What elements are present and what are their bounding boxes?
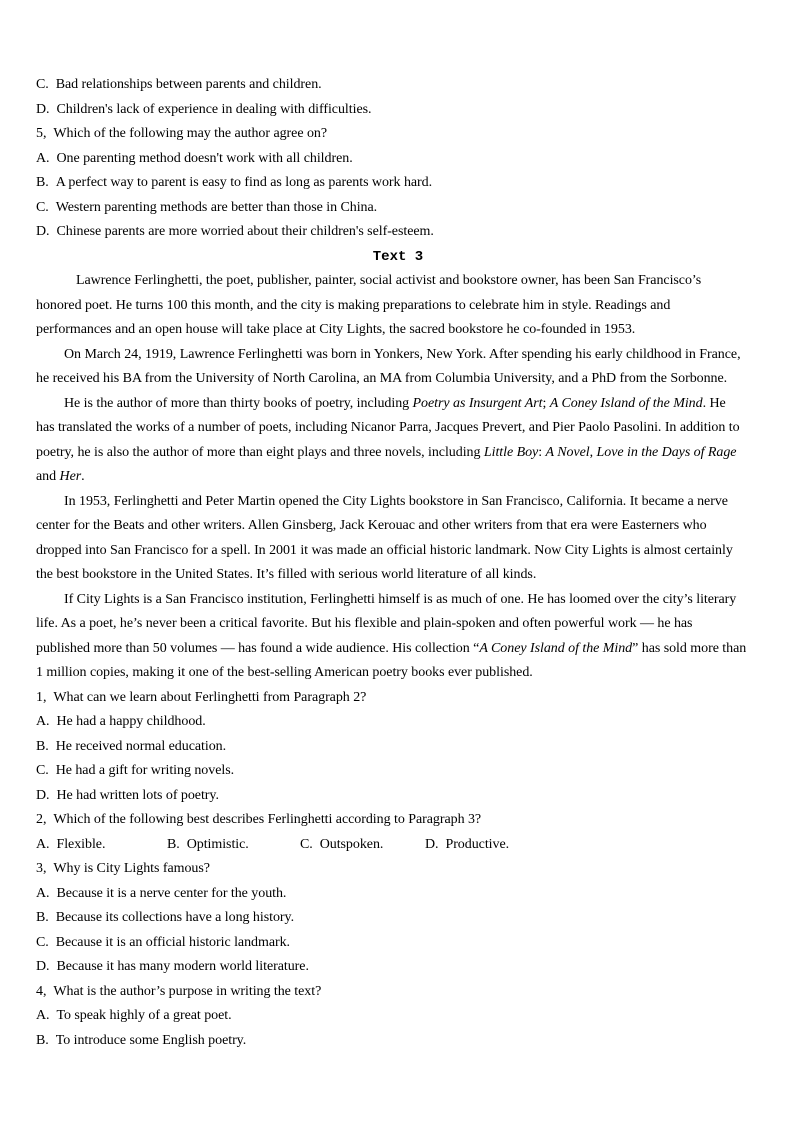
question-1-option-c: C. He had a gift for writing novels. — [36, 763, 235, 778]
passage-line: If City Lights is a San Francisco institution, Ferlinghetti himself is as much of one. He has loomed over the city’s literary — [64, 591, 737, 607]
question-2 — [36, 808, 760, 857]
passage-paragraph — [36, 392, 760, 490]
prev-option-c: C. Bad relationships between parents and children. — [36, 77, 322, 92]
passage-paragraph — [36, 490, 760, 588]
passage-line: he received his BA from the University of North Carolina, an MA from Columbia University, and a PhD from the Sorbonne. — [36, 371, 728, 386]
passage-line: honored poet. He turns 100 this month, and the city is making preparations to celebrate him in style. Readings and — [36, 297, 671, 313]
passage-title: Text 3 — [372, 248, 424, 265]
question-5-option-d: D. Chinese parents are more worried about their children's self-esteem. — [36, 224, 434, 239]
question-1-option-a: A. He had a happy childhood. — [36, 714, 206, 729]
question-4-option-b: B. To introduce some English poetry. — [36, 1032, 247, 1048]
passage-line: and Her. — [36, 469, 85, 484]
passage-line: dropped into San Francisco for a spell. In 2001 it was made an official historic landmark. Now City Lights is almost certainly — [36, 542, 733, 558]
passage-line: He is the author of more than thirty books of poetry, including Poetry as Insurgent Art; A Coney Island of the Mind. He — [64, 395, 726, 411]
question-3-option-c: C. Because it is an official historic landmark. — [36, 934, 290, 950]
question-4 — [36, 980, 760, 1054]
question-2-option-a: A. Flexible. — [36, 836, 106, 852]
question-2-option-d: D. Productive. — [425, 836, 510, 852]
passage-body — [36, 269, 760, 686]
question-5-option-a: A. One parenting method doesn't work with all children. — [36, 150, 353, 166]
passage-line: published more than 50 volumes — has found a wide audience. His collection “A Coney Island of the Mind” has sold more than — [36, 640, 747, 656]
question-3-option-b: B. Because its collections have a long history. — [36, 910, 295, 925]
question-3-option-d: D. Because it has many modern world literature. — [36, 959, 309, 974]
question-5-prompt: 5, Which of the following may the author agree on? — [36, 126, 328, 141]
passage-line: life. As a poet, he’s never been a critical favorite. But his flexible and plain-spoken and often powerful work — he has — [36, 616, 693, 631]
question-3-option-a: A. Because it is a nerve center for the youth. — [36, 885, 287, 901]
question-1 — [36, 686, 760, 809]
question-1-option-d: D. He had written lots of poetry. — [36, 787, 219, 803]
passage-line: On March 24, 1919, Lawrence Ferlinghetti was born in Yonkers, New York. After spending his early childhood in France, — [64, 346, 741, 362]
passage-line: Lawrence Ferlinghetti, the poet, publisher, painter, social activist and bookstore owner, has been San Francisco’s — [76, 273, 702, 288]
passage-line: performances and an open house will take place at City Lights, the sacred bookstore he co-founded in 1953. — [36, 322, 636, 337]
passage-line: has translated the works of a number of poets, including Nicanor Parra, Jacques Prevert, and Pier Paolo Pasolini. In addition to — [36, 420, 740, 435]
question-3-prompt: 3, Why is City Lights famous? — [36, 861, 210, 876]
passage-paragraph — [36, 343, 760, 392]
passage-line: poetry, he is also the author of more than eight plays and three novels, including Little Boy: A Novel, Love in the Days of Rage — [36, 444, 737, 460]
question-2-options-row — [36, 833, 760, 858]
question-4-option-a: A. To speak highly of a great poet. — [36, 1008, 232, 1023]
question-4-prompt: 4, What is the author’s purpose in writing the text? — [36, 983, 322, 999]
question-1-prompt: 1, What can we learn about Ferlinghetti from Paragraph 2? — [36, 689, 367, 705]
question-5-option-c: C. Western parenting methods are better than those in China. — [36, 199, 378, 215]
question-3 — [36, 857, 760, 980]
question-2-option-c: C. Outspoken. — [300, 836, 384, 852]
question-1-option-b: B. He received normal education. — [36, 738, 227, 754]
passage-line: In 1953, Ferlinghetti and Peter Martin opened the City Lights bookstore in San Francisco, California. It became a nerve — [64, 493, 728, 509]
passage-paragraph — [36, 588, 760, 686]
passage-line: 1 million copies, making it one of the best-selling American poetry books ever published. — [36, 665, 533, 680]
question-5-option-b: B. A perfect way to parent is easy to find as long as parents work hard. — [36, 175, 433, 190]
question-2-option-b: B. Optimistic. — [167, 836, 249, 852]
prev-option-d: D. Children's lack of experience in dealing with difficulties. — [36, 101, 372, 117]
question-2-prompt: 2, Which of the following best describes Ferlinghetti according to Paragraph 3? — [36, 812, 482, 827]
passage-line: the best bookstore in the United States. It’s filled with serious world literature of all kinds. — [36, 567, 537, 582]
passage-paragraph — [36, 269, 760, 343]
passage-line: center for the Beats and other writers. Allen Ginsberg, Jack Kerouac and other writers from that era were Easterners who — [36, 518, 707, 533]
